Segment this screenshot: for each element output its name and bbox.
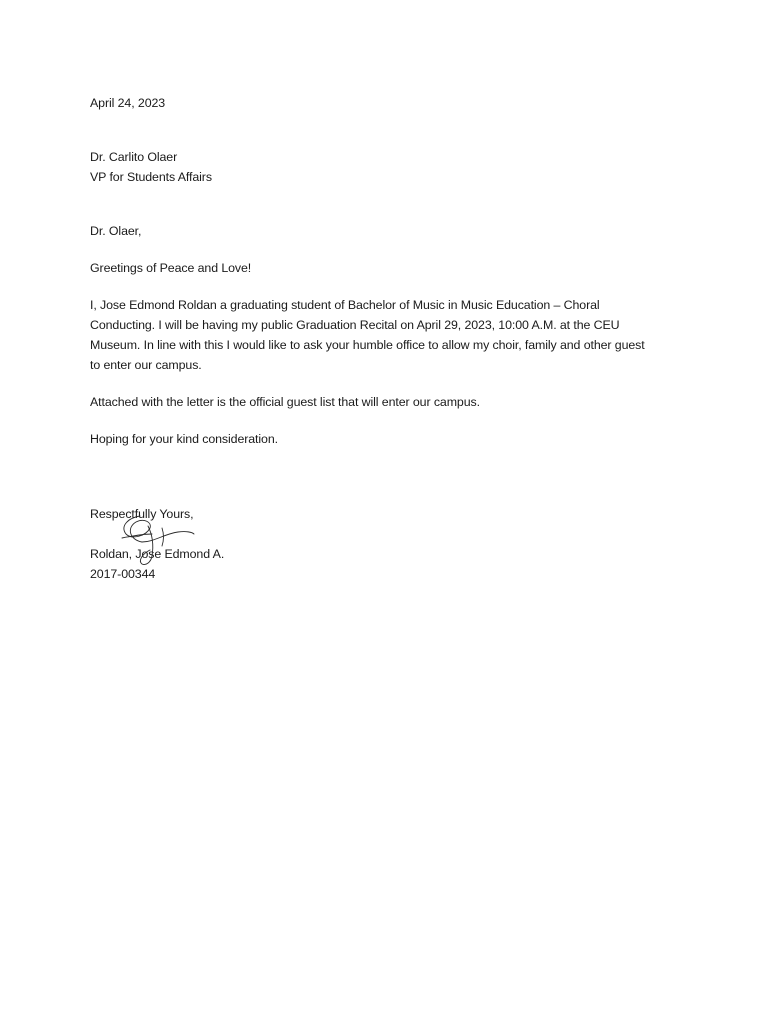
closing-block: [90, 504, 690, 584]
paragraph-line: Conducting. I will be having my public Graduation Recital on April 29, 2023, 10:00 A.M. at the CEU: [90, 318, 620, 332]
paragraph-line: Museum. In line with this I would like to ask your humble office to allow my choir, family and other guest: [90, 338, 645, 352]
sender-name: Roldan, Jose Edmond A.: [90, 547, 225, 561]
closing-blank-line: [90, 524, 690, 544]
recipient-block: [90, 147, 690, 187]
recipient-name: Dr. Carlito Olaer: [90, 150, 178, 164]
paragraph-line: to enter our campus.: [90, 358, 202, 372]
sender-id: 2017-00344: [90, 567, 156, 581]
paragraph-line: I, Jose Edmond Roldan a graduating student of Bachelor of Music in Music Education – Choral: [90, 298, 600, 312]
paragraph-line: Hoping for your kind consideration.: [90, 432, 278, 446]
greeting: Greetings of Peace and Love!: [90, 261, 252, 275]
closing-phrase: Respectfully Yours,: [90, 507, 194, 521]
closing-spacer: [90, 466, 690, 504]
body-paragraph-request: [90, 295, 690, 375]
body-paragraph-attachment: [90, 392, 690, 412]
letter-date: April 24, 2023: [90, 96, 166, 110]
paragraph-line: Attached with the letter is the official guest list that will enter our campus.: [90, 395, 480, 409]
recipient-title: VP for Students Affairs: [90, 170, 212, 184]
letter-body: [90, 93, 690, 584]
salutation: Dr. Olaer,: [90, 224, 142, 238]
body-paragraph-consideration: [90, 429, 690, 449]
